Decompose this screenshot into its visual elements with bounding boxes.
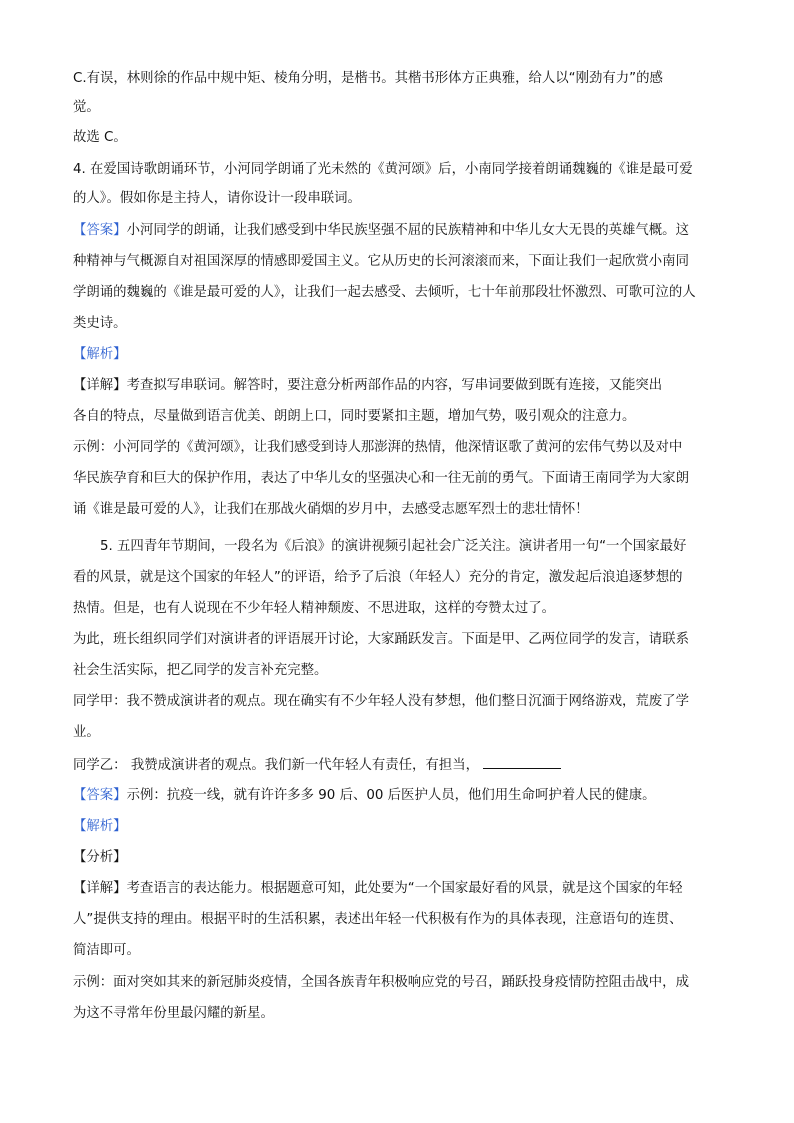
text-line: 业。 bbox=[73, 725, 100, 740]
answer-line bbox=[73, 786, 733, 806]
analysis-line bbox=[73, 345, 733, 365]
text-line: 各自的特点，尽量做到语言优美、朗朗上口，同时要紧扣主题，增加气势，吸引观众的注意力。 bbox=[73, 409, 636, 424]
question-5-line: 5. 五四青年节期间，一段名为《后浪》的演讲视频引起社会广泛关注。演讲者用一句“一个国家最好 bbox=[100, 539, 687, 554]
student-b-line bbox=[73, 755, 733, 776]
answer-text: 小河同学的朗诵，让我们感受到中华民族坚强不屈的民族精神和中华儿女大无畏的英雄气概。这 bbox=[126, 223, 689, 238]
text-line: 类史诗。 bbox=[73, 316, 127, 331]
text-line: 示例：面对突如其来的新冠肺炎疫情，全国各族青年积极响应党的号召，踊跃投身疫情防控阻击战中，成 bbox=[73, 975, 689, 990]
text-line: 的人》。假如你是主持人，请你设计一段串联词。 bbox=[73, 191, 361, 206]
answer-line bbox=[73, 221, 733, 241]
text-line: 故选 C。 bbox=[73, 130, 127, 145]
answer-blank bbox=[483, 755, 561, 769]
detail-tag: 【详解】 bbox=[73, 378, 127, 393]
text-line: 社会生活实际，把乙同学的发言补充完整。 bbox=[73, 663, 328, 678]
detail-text: 考查拟写串联词。解答时，要注意分析两部作品的内容，写串词要做到既有连接，又能突出 bbox=[126, 378, 663, 393]
text-line: 觉。 bbox=[73, 100, 100, 115]
detail-tag: 【详解】 bbox=[73, 881, 127, 896]
text-line: 人”提供支持的理由。根据平时的生活积累，表述出年轻一代积极有作为的具体表现，注意语句的连贯、 bbox=[73, 912, 683, 927]
text-line: 为这不寻常年份里最闪耀的新星。 bbox=[73, 1006, 274, 1021]
answer-tag: 【答案】 bbox=[73, 223, 127, 238]
answer-tag: 【答案】 bbox=[73, 788, 127, 803]
student-b-text: 同学乙： 我赞成演讲者的观点。我们新一代年轻人有责任，有担当， bbox=[73, 758, 479, 773]
text-line: 看的风景，就是这个国家的年轻人”的评语，给予了后浪（年轻人）充分的肯定，激发起后浪追逐梦想的 bbox=[73, 570, 683, 585]
text-line: 简洁即可。 bbox=[73, 943, 140, 958]
fenxi-line bbox=[73, 848, 733, 868]
detail-text: 考查语言的表达能力。根据题意可知，此处要为“一个国家最好看的风景，就是这个国家的年轻 bbox=[126, 881, 683, 896]
detail-line bbox=[73, 376, 733, 396]
question-4-line: 4. 在爱国诗歌朗诵环节，小河同学朗诵了光未然的《黄河颂》后，小南同学接着朗诵魏巍的《谁是最可爱 bbox=[73, 162, 693, 177]
analysis-tag: 【解析】 bbox=[73, 347, 127, 362]
text-line: 种精神与气概源自对祖国深厚的情感即爱国主义。它从历史的长河滚滚而来，下面让我们一起欣赏小南同 bbox=[73, 254, 689, 269]
text-line: 学朗诵的魏巍的《谁是最可爱的人》，让我们一起去感受、去倾听，七十年前那段壮怀激烈、可歌可泣的人 bbox=[73, 285, 696, 300]
text-line: 为此，班长组织同学们对演讲者的评语展开讨论，大家踊跃发言。下面是甲、乙两位同学的发言，请联系 bbox=[73, 632, 689, 647]
analysis-line bbox=[73, 817, 733, 837]
detail-line bbox=[73, 879, 733, 899]
text-line: 热情。但是，也有人说现在不少年轻人精神颓废、不思进取，这样的夸赞太过了。 bbox=[73, 601, 556, 616]
fenxi-tag: 【分析】 bbox=[73, 850, 127, 865]
text-line: 诵《谁是最可爱的人》，让我们在那战火硝烟的岁月中，去感受志愿军烈士的悲壮情怀！ bbox=[73, 502, 589, 517]
text-line: C.有误，林则徐的作品中规中矩、棱角分明，是楷书。其楷书形体方正典雅，给人以“刚劲有力”的感 bbox=[73, 71, 663, 86]
analysis-tag: 【解析】 bbox=[73, 819, 127, 834]
text-line: 华民族孕育和巨大的保护作用，表达了中华儿女的坚强决心和一往无前的勇气。下面请王南同学为大家朗 bbox=[73, 471, 689, 486]
text-line: 示例：小河同学的《黄河颂》，让我们感受到诗人那澎湃的热情，他深情讴歌了黄河的宏伟气势以及对中 bbox=[73, 440, 683, 455]
text-line: 同学甲：我不赞成演讲者的观点。现在确实有不少年轻人没有梦想，他们整日沉湎于网络游戏，荒废了学 bbox=[73, 694, 689, 709]
answer-text: 示例：抗疫一线，就有许许多多 90 后、00 后医护人员，他们用生命呵护着人民的健康。 bbox=[126, 788, 656, 803]
